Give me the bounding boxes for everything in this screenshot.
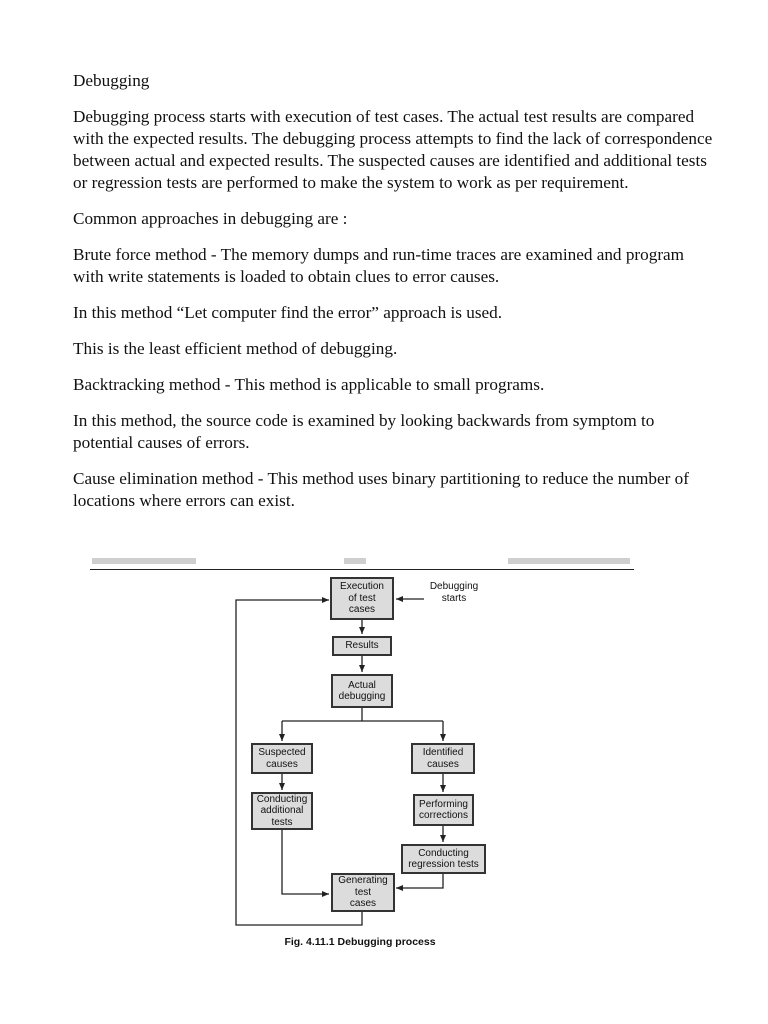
arrow-additional-to-generating [282, 830, 329, 894]
box-suspected-causes: Suspected causes [251, 743, 313, 774]
box-conducting-regression-tests: Conducting regression tests [401, 844, 486, 874]
paragraph-1: Debugging process starts with execution of test cases. The actual test results are compared with the expected results. The debugging process attempts to find the lack of correspondence between actual and expected results. The suspected causes are identified and additional tests or regression tests are performed to make the system to work as per requirement. [73, 107, 713, 192]
box-generating-test-cases: Generating test cases [331, 873, 395, 912]
box-actual-debugging: Actual debugging [331, 674, 393, 708]
box-identified-causes: Identified causes [411, 743, 475, 774]
label-debugging-starts: Debugging starts [429, 581, 479, 604]
debugging-process-figure [0, 548, 768, 968]
paragraph-4: In this method “Let computer find the error” approach is used. [73, 303, 503, 322]
document-body [73, 70, 713, 512]
box-execution-of-test-cases: Execution of test cases [330, 577, 394, 620]
paragraph-6: Backtracking method - This method is applicable to small programs. [73, 375, 545, 394]
paragraph-8: Cause elimination method - This method uses binary partitioning to reduce the number of locations where errors can exist. [73, 469, 689, 510]
paragraph-7: In this method, the source code is examined by looking backwards from symptom to potential causes of errors. [73, 411, 655, 452]
paragraph-3: Brute force method - The memory dumps and run-time traces are examined and program with write statements is loaded to obtain clues to error causes. [73, 245, 685, 286]
paragraph-2: Common approaches in debugging are : [73, 209, 348, 228]
box-conducting-additional-tests: Conducting additional tests [251, 792, 313, 830]
box-results: Results [332, 636, 392, 656]
document-heading: Debugging [73, 71, 150, 90]
box-performing-corrections: Performing corrections [413, 794, 474, 826]
arrow-regression-to-generating [396, 874, 443, 888]
figure-caption: Fig. 4.11.1 Debugging process [284, 936, 436, 948]
paragraph-5: This is the least efficient method of debugging. [73, 339, 398, 358]
